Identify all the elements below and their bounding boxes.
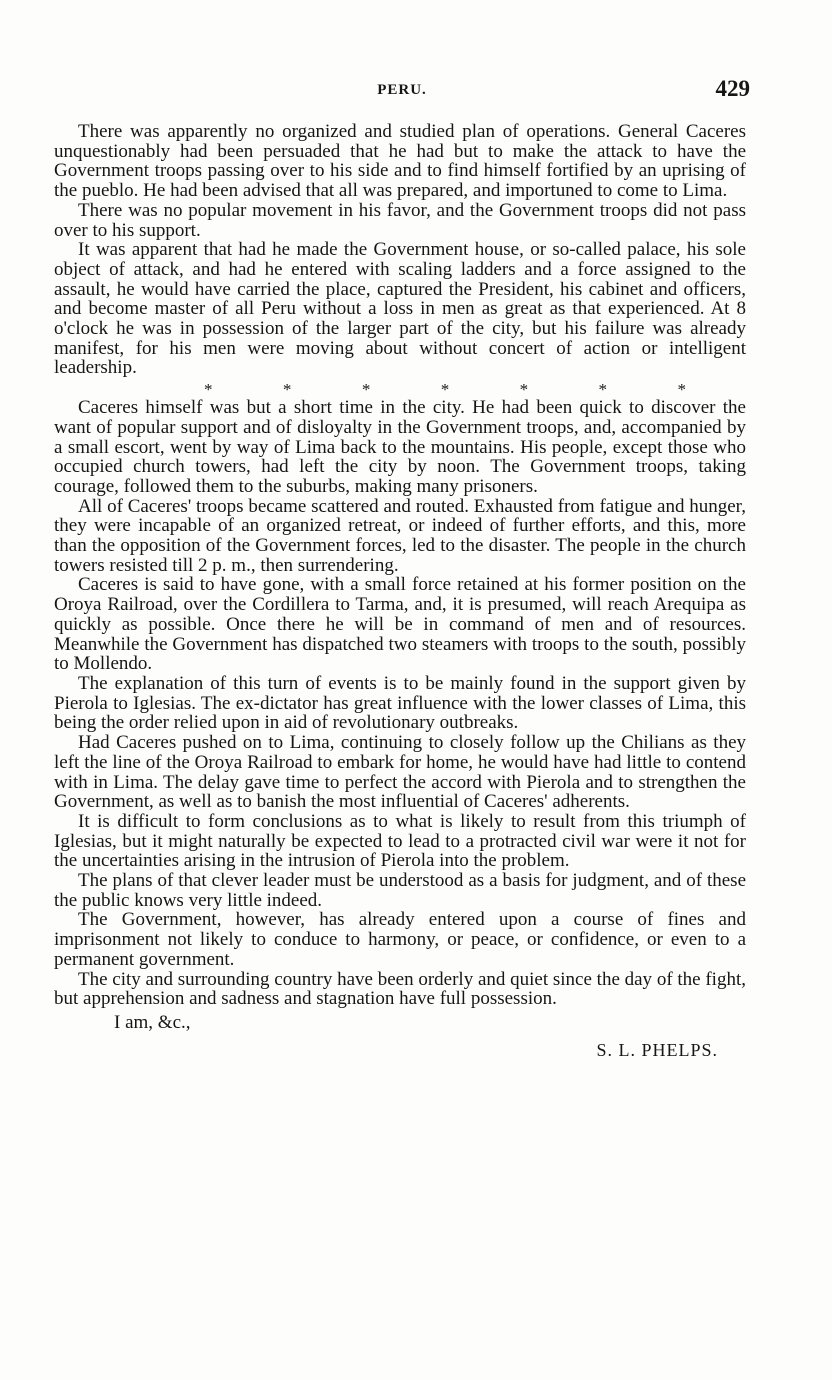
signature: S. L. PHELPS. (596, 1039, 718, 1060)
section-break-star: * (598, 380, 608, 400)
section-break-star: * (677, 380, 686, 400)
section-break-star: * (361, 380, 371, 400)
section-break-star: * (440, 380, 450, 400)
paragraph: It was apparent that had he made the Government house, or so-called palace, his sole object of attack, and had he entered with scaling ladders and a force assigned to the assault, he would have carried the place, captured the President, his cabinet and officers, and become master of all Peru without a loss in men as great as that experienced. At 8 o'clock he was in possession of the larger part of the city, but his failure was already manifest, for his men were moving about without concert of action or intelligent leadership. (54, 239, 746, 379)
page-number: 429 (715, 76, 750, 101)
paragraph: The Government, however, has already entered upon a course of fines and imprisonment not likely to conduce to harmony, or peace, or confidence, or even to a permanent government. (54, 909, 746, 970)
paragraph: Had Caceres pushed on to Lima, continuing to closely follow up the Chilians as they left the line of the Oroya Railroad to embark for home, he would have had little to contend with in Lima. The delay gave time to perfect the accord with Pierola and to strengthen the Government, as well as to banish the most influential of Caceres' adherents. (54, 732, 746, 813)
paragraph: There was apparently no organized and studied plan of operations. General Caceres unquestionably had been persuaded that he had but to make the attack to have the Government troops passing over to his side and to find himself fortified by an uprising of the pueblo. He had been advised that all was prepared, and importuned to come to Lima. (54, 121, 746, 202)
paragraph: All of Caceres' troops became scattered and routed. Exhausted from fatigue and hunger, they were incapable of an organized retreat, or indeed of further efforts, and this, more than the opposition of the Government forces, led to the disaster. The people in the church towers resisted till 2 p. m., then surrendering. (54, 495, 746, 576)
paragraph: It is difficult to form conclusions as to what is likely to result from this triumph of Iglesias, but it might naturally be expected to lead to a protracted civil war were it not for the uncertainties arising in the intrusion of Pierola into the problem. (54, 810, 746, 872)
section-break-star: * (519, 380, 529, 400)
page-header (54, 76, 750, 108)
section-break-star: * (282, 380, 292, 400)
paragraph: The explanation of this turn of events is to be mainly found in the support given by Pierola to Iglesias. The ex-dictator has great influence with the lower classes of Lima, this being the order relied upon in aid of revolutionary outbreaks. (54, 672, 746, 734)
paragraph: Caceres is said to have gone, with a small force retained at his former position on the Oroya Railroad, over the Cordillera to Tarma, and, it is presumed, will reach Arequipa as quickly as possible. Once there he will be in command of men and of resources. Meanwhile the Government has dispatched two steamers with troops to the south, possibly to Mollendo. (54, 574, 746, 675)
running-title: PERU. (377, 82, 427, 98)
paragraph: Caceres himself was but a short time in the city. He had been quick to discover the want of popular support and of disloyalty in the Government troops, and, accompanied by a small escort, went by way of Lima back to the mountains. His people, except those who occupied church towers, had left the city by noon. The Government troops, taking courage, followed them to the suburbs, making many prisoners. (54, 397, 746, 497)
paragraph: The city and surrounding country have been orderly and quiet since the day of the fight, but apprehension and sadness and stagnation have full possession. (54, 968, 746, 1010)
letter-body (54, 122, 746, 1060)
section-break-star: * (204, 380, 213, 400)
closing-salutation: I am, &c., (114, 1011, 191, 1033)
section-break (54, 378, 746, 398)
paragraph: There was no popular movement in his favor, and the Government troops did not pass over to his support. (54, 199, 746, 241)
paragraph: The plans of that clever leader must be understood as a basis for judgment, and of these the public knows very little indeed. (54, 870, 746, 911)
